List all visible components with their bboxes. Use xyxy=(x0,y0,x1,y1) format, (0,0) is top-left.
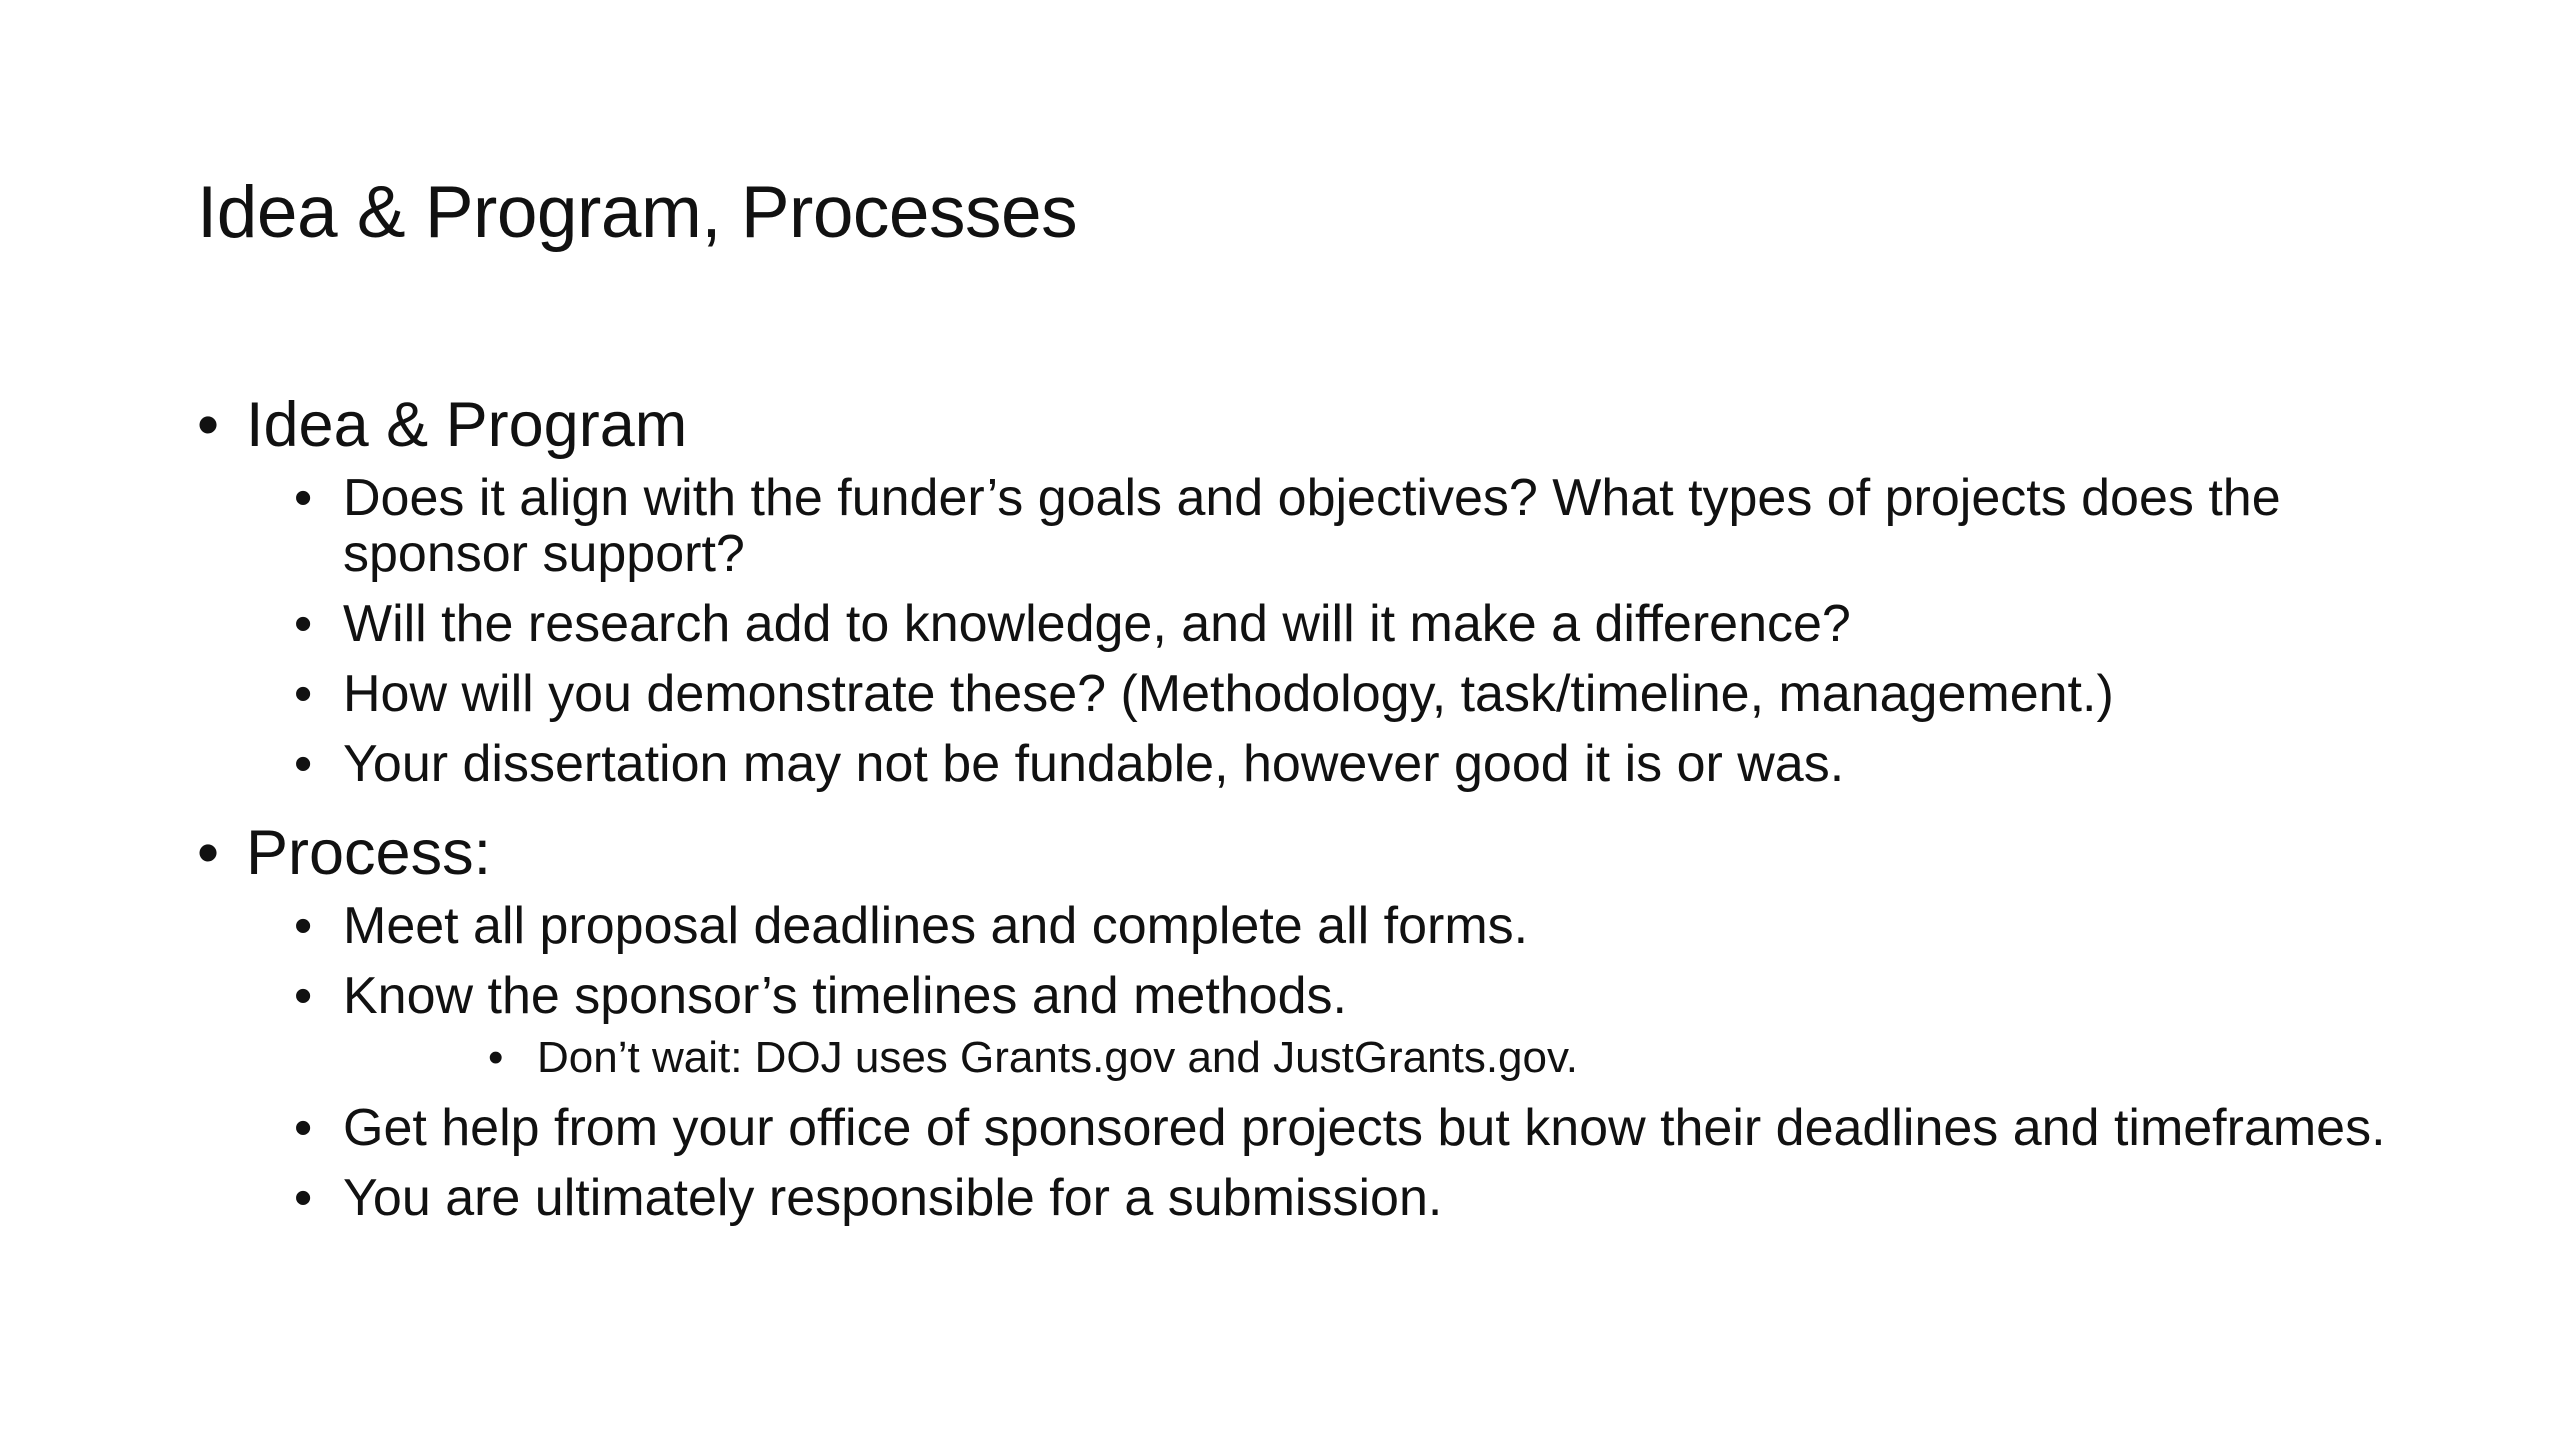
list-item-text: Know the sponsor’s timelines and methods. xyxy=(343,967,1347,1025)
list-item xyxy=(197,898,2397,954)
list-item xyxy=(197,666,2397,722)
bullet-icon: • xyxy=(197,390,220,460)
list-item-text: Meet all proposal deadlines and complete all forms. xyxy=(343,897,1529,955)
list-item-text: Will the research add to knowledge, and will it make a difference? xyxy=(343,595,1851,653)
list-item-text: Your dissertation may not be fundable, however good it is or was. xyxy=(343,735,1845,793)
list-item-text: How will you demonstrate these? (Methodology, task/timeline, management.) xyxy=(343,665,2114,723)
section-heading-idea-program xyxy=(197,380,2397,792)
list-item xyxy=(197,470,2397,582)
list-item xyxy=(197,596,2397,652)
section-heading-text: Idea & Program xyxy=(246,390,688,460)
bullet-icon: • xyxy=(294,735,313,793)
bullet-icon: • xyxy=(294,967,313,1025)
list-item xyxy=(197,1170,2397,1226)
bullet-icon: • xyxy=(294,665,313,723)
list-item-text: Does it align with the funder’s goals and objectives? What types of projects does the sponsor support? xyxy=(343,469,2281,583)
list-item-text: Get help from your office of sponsored projects but know their deadlines and timeframes. xyxy=(343,1099,2386,1157)
list-item xyxy=(197,1100,2397,1156)
section-heading-process xyxy=(197,808,2397,1226)
list-item xyxy=(197,736,2397,792)
bullet-list xyxy=(197,380,2397,1226)
bullet-icon: • xyxy=(294,1169,313,1227)
list-item xyxy=(294,1030,2397,1086)
list-item-text: Don’t wait: DOJ uses Grants.gov and JustGrants.gov. xyxy=(537,1033,1578,1082)
bullet-icon: • xyxy=(294,595,313,653)
bullet-icon: • xyxy=(488,1033,504,1082)
sub-sub-bullet-list xyxy=(343,1030,2397,1086)
slide-title: Idea & Program, Processes xyxy=(197,172,1078,253)
section-heading-text: Process: xyxy=(246,818,492,888)
list-item-text: You are ultimately responsible for a submission. xyxy=(343,1169,1443,1227)
bullet-icon: • xyxy=(294,1099,313,1157)
list-item xyxy=(197,968,2397,1086)
bullet-icon: • xyxy=(294,469,313,527)
sub-bullet-list xyxy=(246,898,2397,1226)
bullet-icon: • xyxy=(294,897,313,955)
sub-bullet-list xyxy=(246,470,2397,792)
bullet-icon: • xyxy=(197,818,220,888)
